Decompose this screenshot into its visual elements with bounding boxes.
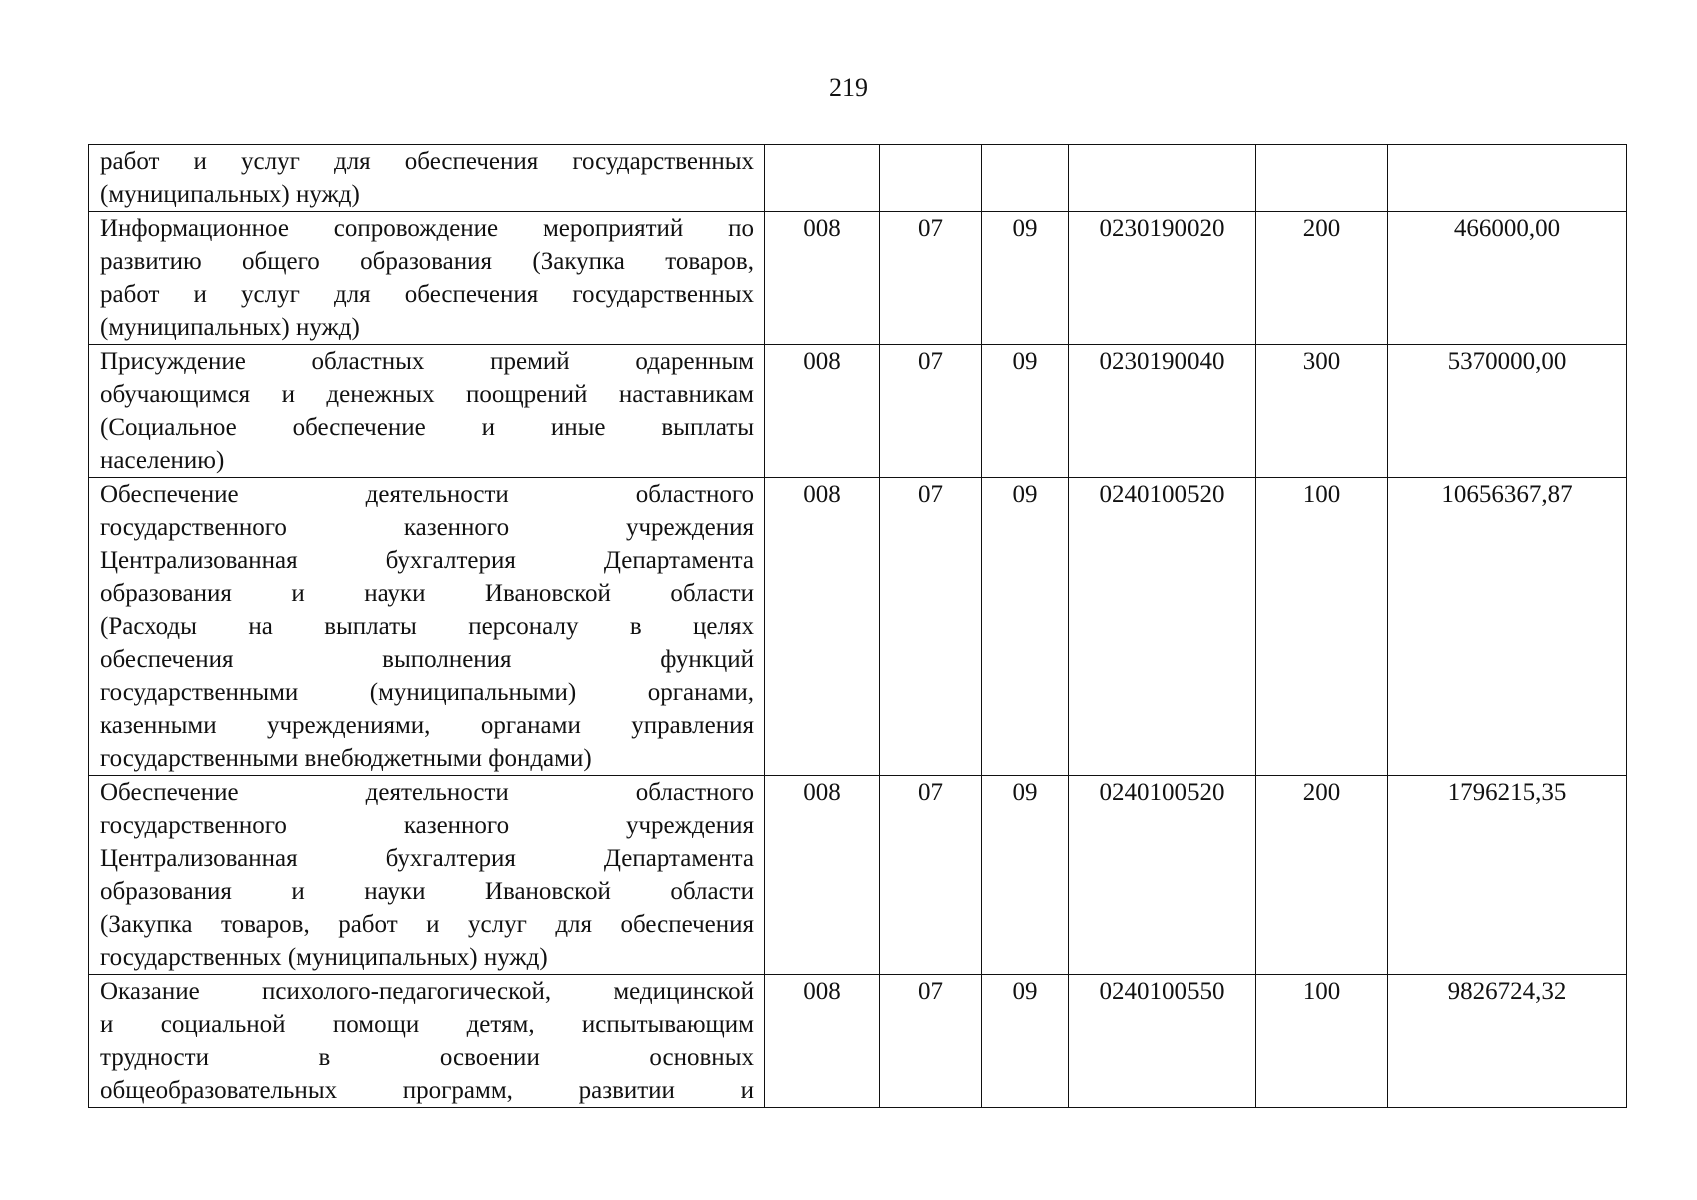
expense-description-line: Присуждение областных премий одаренным: [100, 348, 754, 375]
table-row: [89, 345, 1627, 478]
section-code-cell: 07: [880, 478, 982, 776]
expense-type-cell: 100: [1256, 975, 1388, 1108]
expense-description-line: (муниципальных) нужд): [100, 314, 360, 341]
expense-description-line: работ и услуг для обеспечения государственных: [100, 148, 754, 175]
expense-description-line: (Расходы на выплаты персоналу в целях: [100, 613, 754, 640]
expense-description-line: Централизованная бухгалтерия Департамента: [100, 845, 754, 872]
expense-description-line: государственных (муниципальных) нужд): [100, 944, 548, 971]
section-code-cell: 07: [880, 212, 982, 345]
expense-description-line: обеспечения выполнения функций: [100, 646, 754, 673]
subsection-code-cell: 09: [982, 212, 1069, 345]
section-code-cell: 07: [880, 975, 982, 1108]
page-number: 219: [829, 73, 868, 102]
expense-description-cell: [89, 776, 765, 975]
expense-type-cell: 200: [1256, 212, 1388, 345]
target-article-cell: [1069, 145, 1256, 212]
ministry-code-cell: 008: [765, 776, 880, 975]
section-code-cell: 07: [880, 345, 982, 478]
ministry-code-cell: 008: [765, 212, 880, 345]
section-code-cell: 07: [880, 776, 982, 975]
amount-cell: 5370000,00: [1388, 345, 1627, 478]
expense-description-cell: [89, 345, 765, 478]
expense-description-line: (Социальное обеспечение и иные выплаты: [100, 414, 754, 441]
expense-description-line: государственными внебюджетными фондами): [100, 745, 592, 772]
subsection-code-cell: 09: [982, 345, 1069, 478]
expense-description-line: государственными (муниципальными) органами,: [100, 679, 754, 706]
section-code-cell: [880, 145, 982, 212]
expense-description-cell: [89, 975, 765, 1108]
expense-description-cell: [89, 145, 765, 212]
table-row: [89, 145, 1627, 212]
expense-description-line: трудности в освоении основных: [100, 1044, 754, 1071]
expense-type-cell: 300: [1256, 345, 1388, 478]
expense-description-line: и социальной помощи детям, испытывающим: [100, 1011, 754, 1038]
ministry-code-cell: 008: [765, 975, 880, 1108]
amount-cell: 10656367,87: [1388, 478, 1627, 776]
expense-type-cell: 200: [1256, 776, 1388, 975]
expense-description-cell: [89, 478, 765, 776]
expense-description-line: государственного казенного учреждения: [100, 812, 754, 839]
expense-description-line: Оказание психолого-педагогической, медицинской: [100, 978, 754, 1005]
target-article-cell: 0230190040: [1069, 345, 1256, 478]
expense-description-line: Обеспечение деятельности областного: [100, 481, 754, 508]
subsection-code-cell: 09: [982, 776, 1069, 975]
expense-description-line: государственного казенного учреждения: [100, 514, 754, 541]
expense-description-line: населению): [100, 447, 225, 474]
amount-cell: 466000,00: [1388, 212, 1627, 345]
subsection-code-cell: 09: [982, 975, 1069, 1108]
expense-description-line: образования и науки Ивановской области: [100, 580, 754, 607]
expense-type-cell: [1256, 145, 1388, 212]
budget-table: [88, 144, 1627, 1108]
ministry-code-cell: 008: [765, 478, 880, 776]
expense-description-line: обучающимся и денежных поощрений наставникам: [100, 381, 754, 408]
expense-description-line: Информационное сопровождение мероприятий по: [100, 215, 754, 242]
budget-table-body: [89, 145, 1627, 1108]
table-row: [89, 975, 1627, 1108]
expense-description-line: (муниципальных) нужд): [100, 181, 360, 208]
ministry-code-cell: 008: [765, 345, 880, 478]
expense-description-line: общеобразовательных программ, развитии и: [100, 1077, 754, 1104]
table-row: [89, 478, 1627, 776]
expense-description-line: Централизованная бухгалтерия Департамента: [100, 547, 754, 574]
expense-description-line: казенными учреждениями, органами управления: [100, 712, 754, 739]
expense-type-cell: 100: [1256, 478, 1388, 776]
amount-cell: 1796215,35: [1388, 776, 1627, 975]
subsection-code-cell: [982, 145, 1069, 212]
expense-description-line: работ и услуг для обеспечения государственных: [100, 281, 754, 308]
target-article-cell: 0240100550: [1069, 975, 1256, 1108]
expense-description-line: образования и науки Ивановской области: [100, 878, 754, 905]
target-article-cell: 0240100520: [1069, 478, 1256, 776]
target-article-cell: 0230190020: [1069, 212, 1256, 345]
expense-description-line: (Закупка товаров, работ и услуг для обеспечения: [100, 911, 754, 938]
expense-description-line: развитию общего образования (Закупка товаров,: [100, 248, 754, 275]
amount-cell: [1388, 145, 1627, 212]
subsection-code-cell: 09: [982, 478, 1069, 776]
table-row: [89, 776, 1627, 975]
amount-cell: 9826724,32: [1388, 975, 1627, 1108]
ministry-code-cell: [765, 145, 880, 212]
expense-description-line: Обеспечение деятельности областного: [100, 779, 754, 806]
table-row: [89, 212, 1627, 345]
expense-description-cell: [89, 212, 765, 345]
target-article-cell: 0240100520: [1069, 776, 1256, 975]
